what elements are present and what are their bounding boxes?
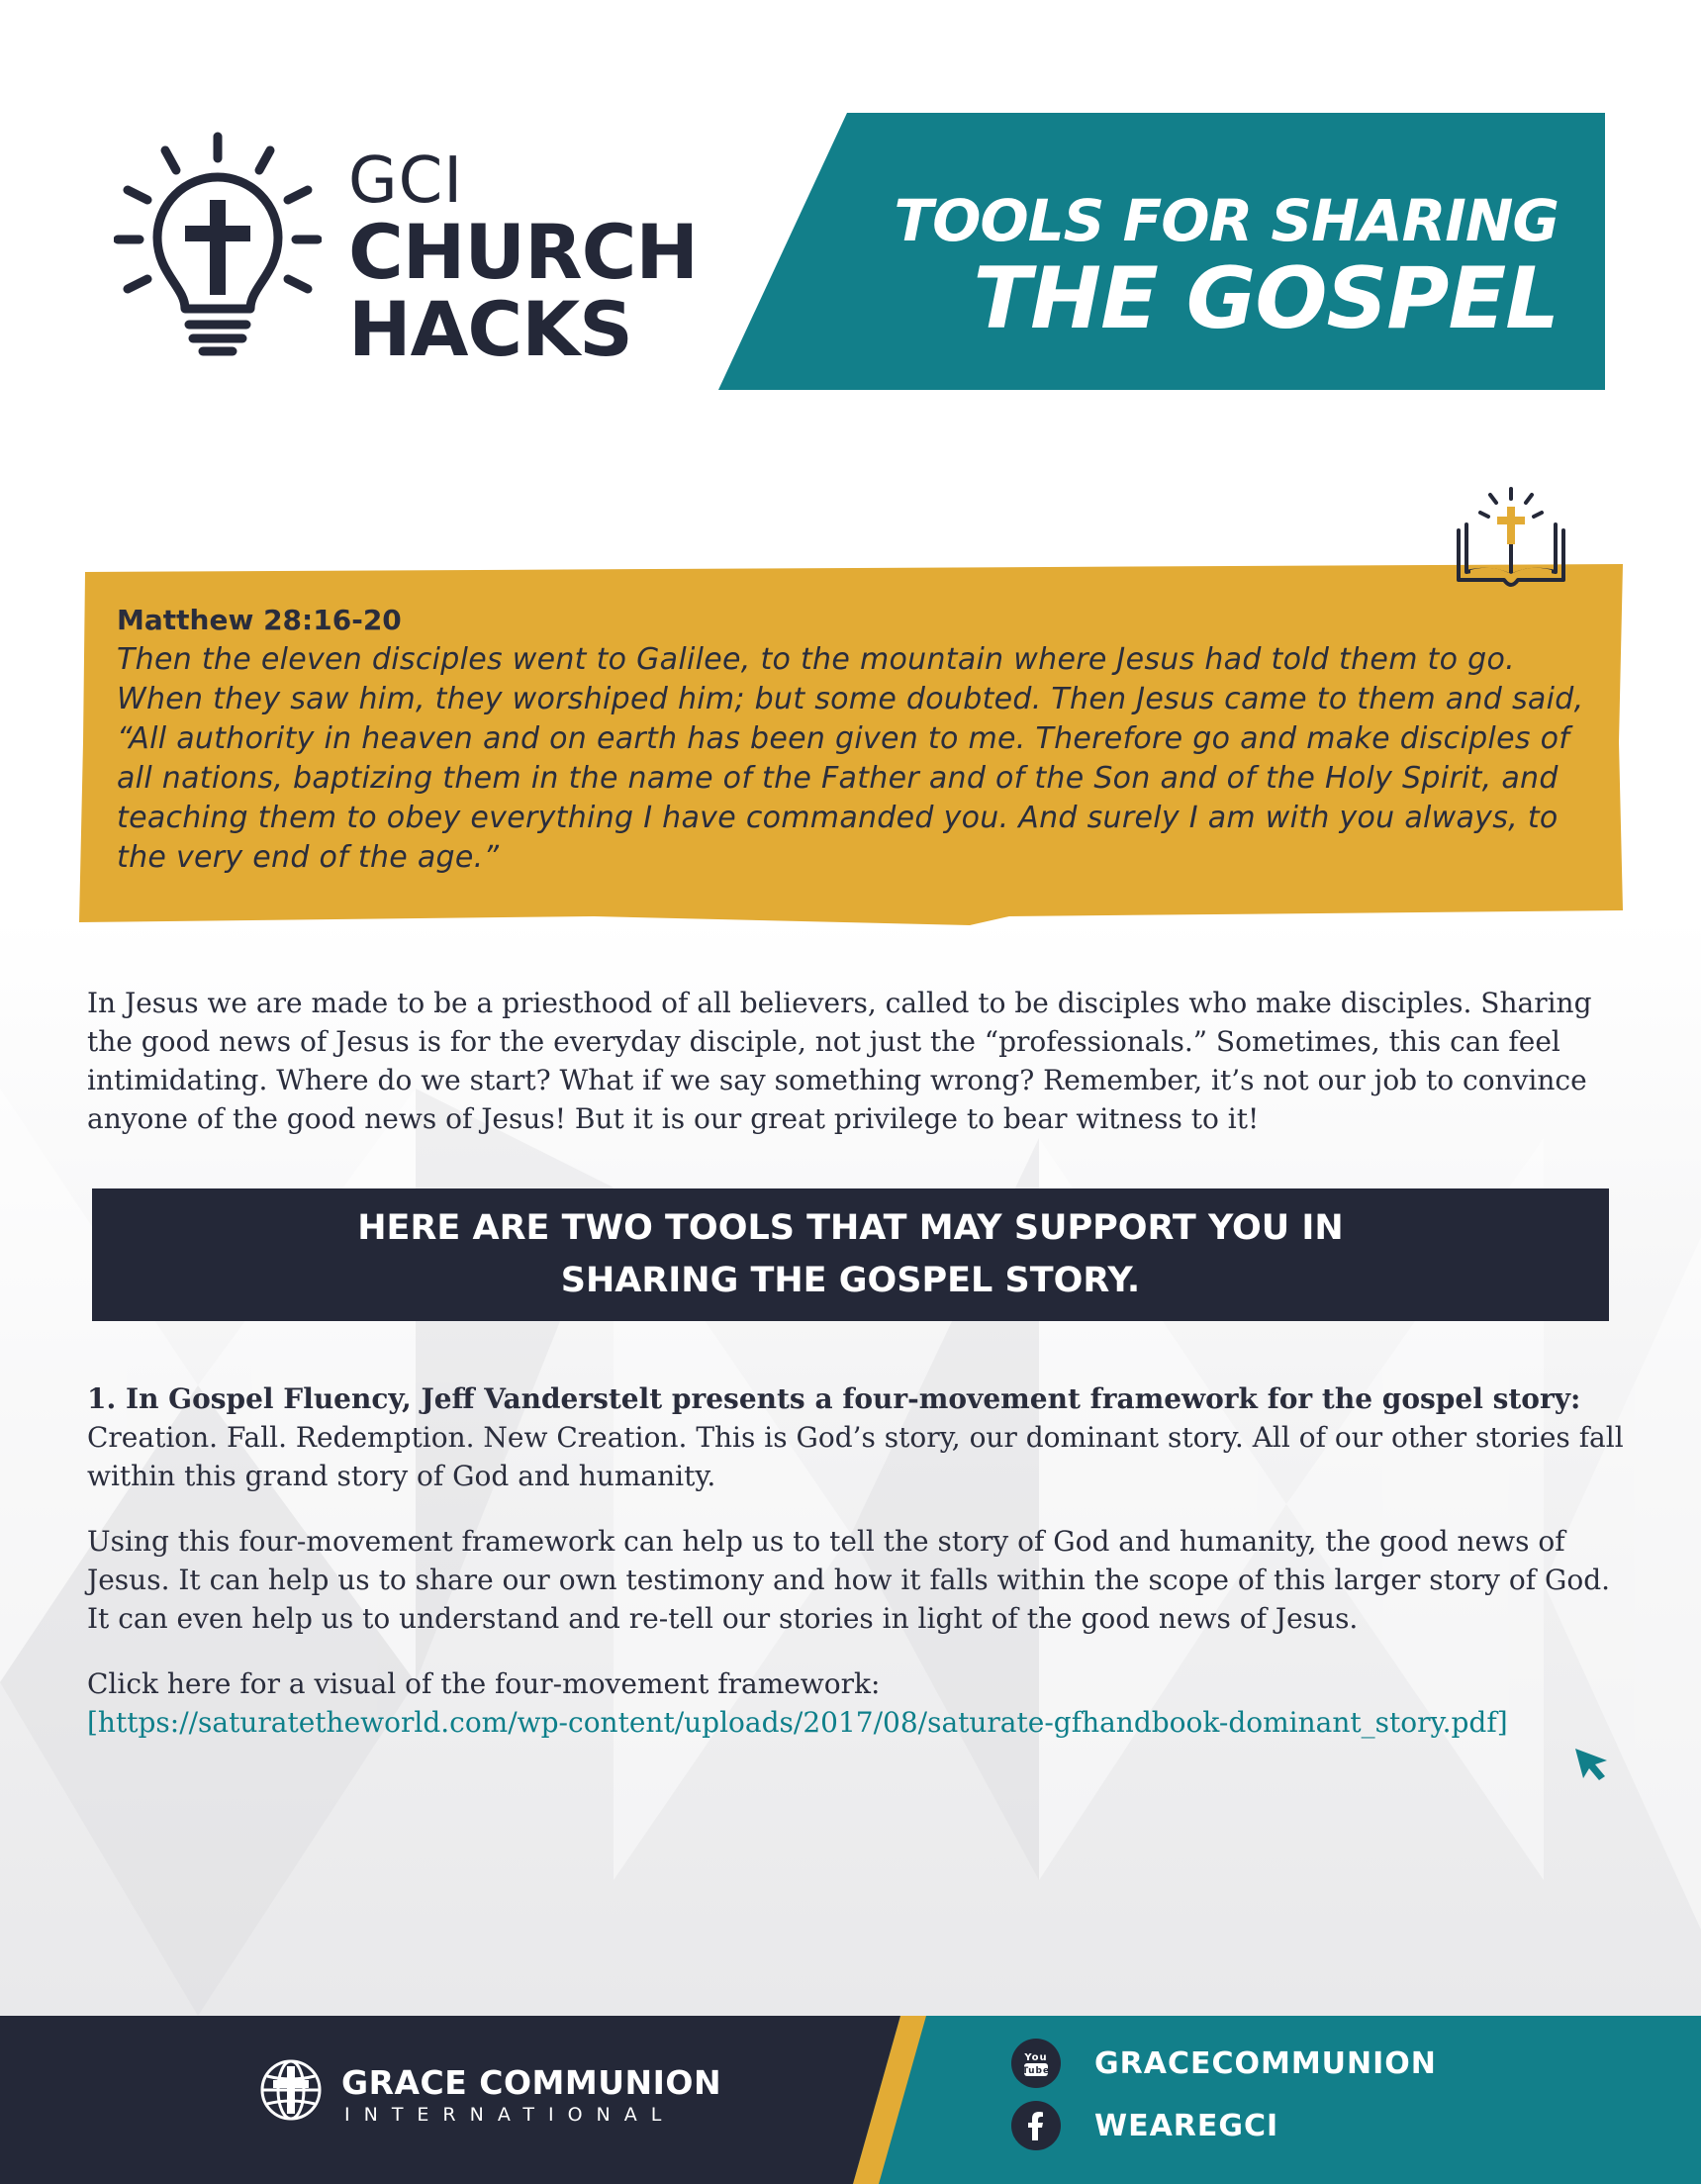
svg-text:You: You bbox=[1024, 2052, 1048, 2063]
footer bbox=[0, 2016, 1701, 2184]
bible-cross-icon bbox=[1453, 485, 1569, 596]
lightbulb-cross-icon bbox=[114, 129, 322, 356]
tool1-text: Creation. Fall. Redemption. New Creation. This is God’s story, our dominant story. All of our other stories fall within this grand story of God and humanity. bbox=[87, 1421, 1624, 1492]
scripture-text: Then the eleven disciples went to Galilee, to the mountain where Jesus had told them to go. When they saw him, they worshiped him; but some doubted. Then Jesus came to them and said, “All authority in heaven and on earth has been given to me. Therefore go and make disciples of all nations, baptizing them in the name of the Father and of the Son and of the Holy Spirit, and teaching them to obey everything I have commanded you. And surely I am with you always, to the very end of the age.” bbox=[117, 642, 1584, 875]
facebook-handle: WEAREGCI bbox=[1094, 2108, 1279, 2143]
tool1-paragraph bbox=[87, 1379, 1631, 1495]
logo-church: CHURCH bbox=[348, 208, 698, 296]
tool1-paragraph-2: Using this four-movement framework can help us to tell the story of God and humanity, the good news of Jesus. It can help us to share our own testimony and how it falls within the scope of this larger story of God. It can even help us to understand and re-tell our stories in light of the good news of Jesus. bbox=[87, 1525, 1611, 1635]
logo-gci: GCI bbox=[348, 144, 464, 218]
youtube-handle: GRACECOMMUNION bbox=[1094, 2045, 1437, 2081]
page-title bbox=[831, 187, 1559, 348]
tools-banner bbox=[92, 1188, 1609, 1321]
title-line-2: THE GOSPEL bbox=[973, 249, 1559, 348]
gci-church-hacks-logo bbox=[348, 144, 698, 373]
tool1-heading: 1. In Gospel Fluency, Jeff Vanderstelt presents a four-movement framework for the gospel story: bbox=[87, 1382, 1581, 1415]
cursor-arrow-icon bbox=[1571, 1745, 1611, 1784]
scripture-reference: Matthew 28:16-20 bbox=[117, 604, 402, 636]
globe-cross-icon bbox=[259, 2058, 323, 2122]
org-subtitle: INTERNATIONAL bbox=[344, 2104, 676, 2126]
tools-banner-line-1: HERE ARE TWO TOOLS THAT MAY SUPPORT YOU IN bbox=[357, 1208, 1344, 1248]
social-youtube[interactable] bbox=[1011, 2039, 1437, 2088]
tool1-link-paragraph bbox=[87, 1664, 1631, 1742]
svg-text:Tube: Tube bbox=[1021, 2066, 1051, 2076]
facebook-icon bbox=[1011, 2101, 1061, 2150]
social-facebook[interactable] bbox=[1011, 2101, 1278, 2150]
link-label: Click here for a visual of the four-movement framework: bbox=[87, 1667, 881, 1700]
scripture-passage bbox=[117, 604, 1611, 878]
tools-banner-line-2: SHARING THE GOSPEL STORY. bbox=[560, 1261, 1141, 1300]
title-line-1: TOOLS FOR SHARING bbox=[894, 187, 1559, 254]
org-name: GRACE COMMUNION bbox=[341, 2063, 722, 2102]
framework-pdf-link[interactable]: [https://saturatetheworld.com/wp-content/uploads/2017/08/saturate-gfhandbook-dominant_story.pdf] bbox=[87, 1706, 1508, 1739]
intro-paragraph: In Jesus we are made to be a priesthood of all believers, called to be disciples who make disciples. Sharing the good news of Jesus is for the everyday disciple, not just the “professionals.” Sometimes, this can feel intimidating. Where do we start? What if we say something wrong? Remember, it’s not our job to convince anyone of the good news of Jesus! But it is our great privilege to bear witness to it! bbox=[87, 987, 1592, 1135]
youtube-icon bbox=[1011, 2039, 1061, 2088]
logo-hacks: HACKS bbox=[348, 285, 632, 373]
